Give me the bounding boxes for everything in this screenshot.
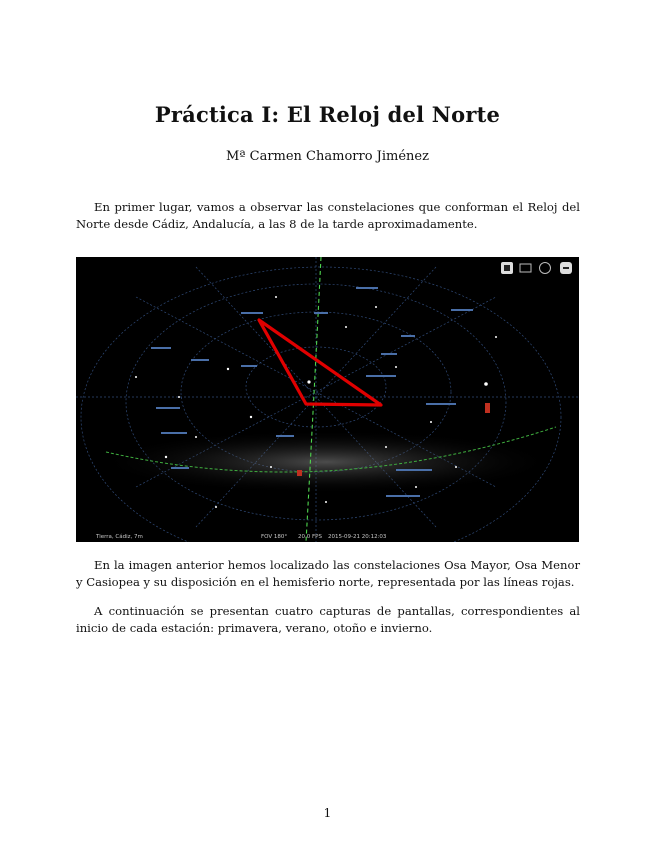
west-marker-icon: [485, 403, 490, 413]
paragraph-intro-text: En primer lugar, vamos a observar las constelaciones que conforman el Reloj del Norte desde Cádiz, Andalucía, a las 8 de la tarde aproximadamente.: [76, 200, 580, 231]
status-fps: 20.0 FPS: [298, 534, 322, 540]
document-author: Mª Carmen Chamorro Jiménez: [226, 149, 429, 164]
status-location: Tierra, Cádiz, 7m: [96, 534, 143, 540]
paragraph-seasons-text: A continuación se presentan cuatro capturas de pantallas, correspondientes al inicio de cada estación: primavera, verano, otoño e invierno.: [76, 604, 580, 635]
document-title: Práctica I: El Reloj del Norte: [154, 102, 501, 127]
paragraph-seasons: [76, 603, 580, 637]
status-fov: FOV 180°: [261, 534, 288, 540]
page-number: 1: [323, 806, 332, 820]
status-datetime: 2015-09-21 20:12:03: [328, 534, 387, 540]
horizon-haze: [96, 430, 556, 494]
paragraph-description-text: En la imagen anterior hemos localizado las constelaciones Osa Mayor, Osa Menor y Casiopea y su disposición en el hemisferio norte, representada por las líneas rojas.: [76, 558, 580, 589]
paragraph-intro: [76, 199, 580, 233]
paragraph-description: [76, 557, 580, 591]
north-marker-icon: [297, 470, 302, 476]
stellarium-screenshot: [76, 257, 579, 542]
sky-chart: [76, 257, 579, 542]
